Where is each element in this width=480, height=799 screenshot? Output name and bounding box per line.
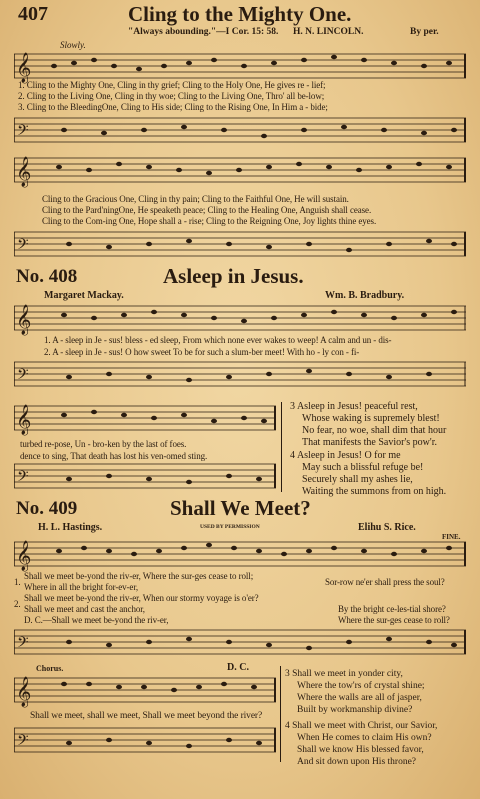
- lyric-line: 1. A - sleep in Je - sus! bless - ed sleep, From which none ever wakes to weep! A calm and un - dis-: [44, 335, 392, 345]
- svg-text:𝄞: 𝄞: [16, 53, 32, 82]
- tempo-marking: Slowly.: [60, 40, 86, 50]
- scripture-reference: "Always abounding."—I Cor. 15: 58.: [128, 27, 279, 37]
- hymn-number: No. 408: [16, 266, 78, 287]
- fine-marking: FINE.: [442, 533, 461, 541]
- svg-text:𝄞: 𝄞: [16, 405, 32, 434]
- svg-text:𝄞: 𝄞: [16, 541, 32, 570]
- verse-number: 1.: [14, 577, 21, 587]
- lyric-line: By the bright ce-les-tial shore?: [338, 604, 446, 614]
- composer: Elihu S. Rice.: [358, 522, 416, 533]
- lyric-line: D. C.—Shall we meet be-yond the riv-er,: [24, 615, 169, 625]
- svg-text:𝄢: 𝄢: [17, 634, 29, 654]
- lyric-line: Sor-row ne'er shall press the soul?: [325, 577, 445, 587]
- treble-staff: [14, 672, 276, 710]
- lyric-line: Shall we meet and cast the anchor,: [24, 604, 145, 614]
- lyric-line: dence to sing, That death has lost his ven-omed sting.: [20, 451, 208, 461]
- lyric-line: Where the sur-ges cease to roll?: [338, 615, 450, 625]
- lyric-line: Where in all the bright for-ev-er,: [24, 582, 139, 592]
- hymn-number: No. 409: [16, 498, 78, 519]
- lyric-line: Cling to the Com-ing One, Hope shall a - rise; Cling to the Reigning One, Joy lights thine eyes.: [42, 216, 377, 226]
- verse-3: 3 Asleep in Jesus! peaceful rest, Whose waking is supremely blest! No fear, no woe, shall dim that hour That manifests the Savior's pow'r.: [290, 401, 447, 448]
- lyric-line: 2. Cling to the Living One, Cling in thy woe; Cling to the Living One, Thro' all be-low;: [18, 91, 325, 101]
- bass-staff: [14, 458, 276, 494]
- treble-staff: [14, 300, 466, 340]
- permission: USED BY PERMISSION: [200, 524, 260, 530]
- column-divider: [280, 666, 281, 762]
- hymn-title: Asleep in Jesus.: [163, 264, 304, 288]
- lyric-line: Cling to the Pard'ningOne, He speaketh peace; Cling to the Healing One, Anguish shall cease.: [42, 205, 372, 215]
- author: H. N. LINCOLN.: [293, 27, 364, 37]
- lyric-line: Shall we meet be-yond the riv-er, Where the sur-ges cease to roll;: [24, 571, 254, 581]
- svg-text:𝄞: 𝄞: [16, 157, 32, 186]
- lyric-line: 1. Cling to the Mighty One, Cling in thy grief; Cling to the Holy One, He gives re - lief;: [18, 80, 326, 90]
- author: H. L. Hastings.: [38, 522, 103, 533]
- lyric-line: 3. Cling to the BleedingOne, Cling to His side; Cling to the Rising One, In Him a - bide;: [18, 102, 328, 112]
- svg-text:𝄞: 𝄞: [16, 305, 32, 334]
- bass-staff: [14, 112, 466, 148]
- composer: Wm. B. Bradbury.: [325, 290, 405, 301]
- bass-staff: [14, 624, 466, 660]
- lyric-line: 2. A - sleep in Je - sus! O how sweet To be for such a slum-ber meet! With ho - ly con - fi-: [44, 347, 360, 357]
- lyric-line: turbed re-pose, Un - bro-ken by the last of foes.: [20, 439, 187, 449]
- chorus-label: Chorus.: [36, 664, 64, 673]
- lyric-line: Cling to the Gracious One, Cling in thy pain; Cling to the Faithful One, He will sustain.: [42, 194, 349, 204]
- svg-text:𝄢: 𝄢: [17, 236, 29, 256]
- svg-text:𝄢: 𝄢: [17, 122, 29, 142]
- dc-marking: D. C.: [227, 662, 249, 673]
- svg-text:𝄢: 𝄢: [17, 366, 29, 386]
- svg-text:𝄞: 𝄞: [16, 677, 32, 706]
- verse-3: 3 Shall we meet in yonder city, Where the tow'rs of crystal shine; Where the walls are all of jasper, Built by workmanship divine?: [285, 669, 425, 715]
- verse-4: 4 Shall we meet with Christ, our Savior, When He comes to claim His own? Shall we know His blessed favor, And sit down upon His throne?: [285, 721, 438, 767]
- hymn-number: 407: [18, 3, 48, 25]
- svg-text:𝄢: 𝄢: [17, 468, 29, 488]
- lyric-line: Shall we meet be-yond the riv-er, When our stormy voyage is o'er?: [24, 593, 259, 603]
- hymn-title: Shall We Meet?: [170, 496, 311, 520]
- treble-staff: [14, 400, 276, 438]
- bass-staff: [14, 226, 466, 262]
- treble-staff: [14, 150, 466, 192]
- verse-number: 2.: [14, 599, 21, 609]
- lyric-line: Shall we meet, shall we meet, Shall we meet beyond the river?: [30, 711, 263, 721]
- column-divider: [281, 402, 282, 492]
- permission: By per.: [410, 27, 439, 37]
- treble-staff: [14, 536, 466, 574]
- bass-staff: [14, 722, 276, 758]
- svg-text:𝄢: 𝄢: [17, 732, 29, 752]
- author: Margaret Mackay.: [44, 290, 124, 301]
- verse-4: 4 Asleep in Jesus! O for me May such a blissful refuge be! Securely shall my ashes lie, Waiting the summons from on high.: [290, 450, 447, 497]
- hymn-title: Cling to the Mighty One.: [128, 2, 352, 26]
- bass-staff: [14, 356, 466, 394]
